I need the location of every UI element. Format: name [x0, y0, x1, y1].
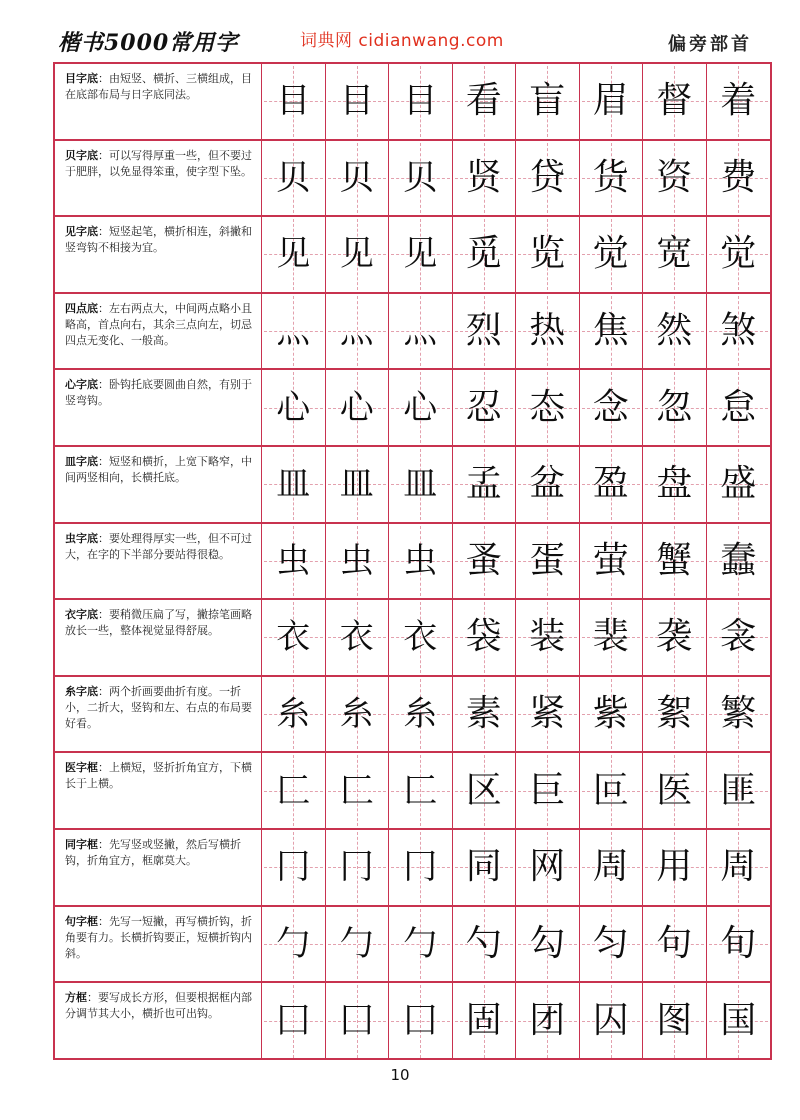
example-character-cell [707, 447, 771, 522]
radical-component-glyph: 虫 [276, 540, 311, 581]
example-character: 勺 [465, 922, 502, 964]
example-character: 袋 [465, 616, 502, 658]
example-character: 萤 [592, 539, 629, 581]
example-character: 蛋 [529, 539, 566, 581]
example-character-cell [516, 370, 580, 445]
component-practice-cell [389, 677, 453, 752]
example-character-cell [580, 294, 644, 369]
example-character-cell [580, 217, 644, 292]
example-character-cell [707, 141, 771, 216]
example-character-cell [643, 294, 707, 369]
component-practice-cell [262, 524, 326, 599]
example-character: 周 [720, 846, 757, 888]
component-practice-cell [262, 753, 326, 828]
example-character: 觉 [720, 233, 757, 275]
radical-row [55, 370, 770, 447]
example-character-cell [580, 64, 644, 139]
radical-component-glyph: 皿 [276, 464, 311, 505]
example-character: 装 [529, 616, 566, 658]
character-practice-grid [53, 62, 772, 1060]
example-character-cell [643, 677, 707, 752]
example-character: 蟹 [656, 539, 693, 581]
radical-component-glyph: 囗 [276, 1001, 311, 1042]
radical-description [55, 447, 262, 522]
page-header [0, 0, 800, 62]
example-character-cell [453, 524, 517, 599]
example-character-cell [643, 141, 707, 216]
radical-component-glyph: 皿 [339, 464, 374, 505]
example-character: 然 [656, 310, 693, 352]
radical-description [55, 217, 262, 292]
radical-component-glyph: 灬 [403, 311, 438, 352]
example-character-cell [516, 907, 580, 982]
example-character-cell [580, 677, 644, 752]
example-character: 同 [465, 846, 502, 888]
radical-description [55, 524, 262, 599]
example-character: 宽 [656, 233, 693, 275]
page-number: 10 [390, 1066, 410, 1084]
example-character-cell [580, 830, 644, 905]
example-character: 医 [656, 769, 693, 811]
example-character-cell [707, 983, 771, 1060]
radical-label: 衣字底 [65, 608, 98, 622]
radical-row [55, 600, 770, 677]
example-character-cell [453, 217, 517, 292]
example-character-cell [580, 524, 644, 599]
example-character-cell [453, 677, 517, 752]
example-character-cell [516, 217, 580, 292]
component-practice-cell [326, 64, 390, 139]
example-character: 盈 [592, 463, 629, 505]
example-character-cell [643, 907, 707, 982]
example-character: 费 [720, 156, 757, 198]
example-character-cell [516, 64, 580, 139]
example-character: 督 [656, 80, 693, 122]
example-character-cell [643, 447, 707, 522]
component-practice-cell [262, 983, 326, 1060]
component-practice-cell [389, 370, 453, 445]
example-character: 盛 [720, 463, 757, 505]
radical-explanation: ：可以写得厚重一些，但不要过于肥胖，以免显得笨重，使字型下坠。 [65, 148, 252, 178]
radical-component-glyph: 目 [276, 81, 311, 122]
component-practice-cell [389, 64, 453, 139]
component-practice-cell [326, 217, 390, 292]
example-character-cell [516, 600, 580, 675]
example-character-cell [516, 830, 580, 905]
radical-description [55, 141, 262, 216]
book-title: 楷书5000常用字 [58, 30, 239, 56]
radical-explanation: ：两个折画要曲折有度。一折小，二折大，竖钩和左、右点的布局要好看。 [65, 684, 252, 730]
radical-component-glyph: 灬 [276, 311, 311, 352]
radical-component-glyph: 贝 [276, 157, 311, 198]
example-character-cell [453, 64, 517, 139]
example-character-cell [643, 64, 707, 139]
example-character-cell [643, 217, 707, 292]
example-character-cell [707, 64, 771, 139]
example-character: 眉 [592, 80, 629, 122]
radical-description [55, 600, 262, 675]
example-character-cell [516, 677, 580, 752]
radical-label: 句字框 [65, 914, 98, 928]
component-practice-cell [326, 524, 390, 599]
example-character: 热 [529, 310, 566, 352]
example-character: 资 [656, 156, 693, 198]
example-character-cell [580, 753, 644, 828]
radical-row [55, 524, 770, 601]
example-character-cell [453, 753, 517, 828]
radical-component-glyph: 虫 [339, 540, 374, 581]
example-character-cell [516, 294, 580, 369]
example-character-cell [707, 830, 771, 905]
example-character: 烈 [465, 310, 502, 352]
component-practice-cell [262, 830, 326, 905]
example-character-cell [453, 294, 517, 369]
radical-explanation: ：卧钩托底要圆曲自然，有别于竖弯钩。 [65, 378, 252, 408]
component-practice-cell [262, 447, 326, 522]
radical-component-glyph: 冂 [276, 847, 311, 888]
example-character-cell [453, 447, 517, 522]
component-practice-cell [389, 600, 453, 675]
example-character-cell [516, 141, 580, 216]
component-practice-cell [326, 600, 390, 675]
example-character-cell [580, 141, 644, 216]
example-character: 图 [656, 1000, 693, 1042]
radical-description [55, 64, 262, 139]
radical-component-glyph: 勹 [339, 923, 374, 964]
example-character: 盘 [656, 463, 693, 505]
component-practice-cell [389, 907, 453, 982]
radical-component-glyph: 衣 [403, 617, 438, 658]
example-character-cell [707, 907, 771, 982]
example-character: 巨 [529, 769, 566, 811]
radical-label: 见字底 [65, 225, 98, 239]
radical-description [55, 294, 262, 369]
radical-explanation: ：要写成长方形，但要根据框内部分调节其大小，横折也可出钩。 [65, 991, 252, 1021]
radical-label: 虫字底 [65, 531, 98, 545]
example-character: 繁 [720, 693, 757, 735]
radical-row [55, 983, 770, 1060]
example-character: 觅 [465, 233, 502, 275]
example-character: 览 [529, 233, 566, 275]
example-character: 着 [720, 80, 757, 122]
radical-explanation: ：要处理得厚实一些，但不可过大，在字的下半部分要站得很稳。 [65, 531, 252, 561]
example-character: 网 [529, 846, 566, 888]
radical-description [55, 907, 262, 982]
radical-label: 贝字底 [65, 148, 98, 162]
radical-explanation: ：左右两点大，中间两点略小且略高，首点向右，其余三点向左，切忌四点无变化、一般高。 [65, 301, 252, 347]
example-character-cell [580, 907, 644, 982]
radical-description [55, 370, 262, 445]
radical-label: 目字底 [65, 72, 98, 85]
example-character: 固 [465, 1000, 502, 1042]
example-character-cell [516, 524, 580, 599]
component-practice-cell [262, 370, 326, 445]
example-character: 孟 [465, 463, 502, 505]
radical-explanation: ：短竖和横折，上宽下略窄，中间两竖相向，长横托底。 [65, 455, 252, 484]
radical-component-glyph: 匚 [276, 770, 311, 811]
radical-component-glyph: 糸 [276, 694, 311, 735]
example-character: 货 [592, 156, 629, 198]
radical-component-glyph: 见 [403, 234, 438, 275]
example-character-cell [707, 677, 771, 752]
radical-component-glyph: 皿 [403, 464, 438, 505]
example-character: 紧 [529, 693, 566, 735]
radical-component-glyph: 目 [403, 81, 438, 122]
radical-description [55, 677, 262, 752]
example-character-cell [580, 447, 644, 522]
component-practice-cell [326, 677, 390, 752]
radical-component-glyph: 匚 [339, 770, 374, 811]
component-practice-cell [262, 907, 326, 982]
example-character: 蠢 [720, 539, 757, 581]
example-character: 区 [465, 769, 502, 811]
example-character: 周 [592, 846, 629, 888]
example-character: 国 [720, 1000, 757, 1042]
example-character-cell [516, 753, 580, 828]
radical-description [55, 983, 262, 1060]
radical-component-glyph: 衣 [276, 617, 311, 658]
example-character-cell [516, 447, 580, 522]
example-character: 叵 [592, 769, 629, 811]
example-character-cell [580, 983, 644, 1060]
radical-component-glyph: 灬 [339, 311, 374, 352]
example-character: 蚤 [465, 539, 502, 581]
component-practice-cell [262, 64, 326, 139]
radical-row [55, 64, 770, 141]
component-practice-cell [326, 830, 390, 905]
example-character-cell [643, 830, 707, 905]
radical-component-glyph: 贝 [403, 157, 438, 198]
radical-component-glyph: 勹 [403, 923, 438, 964]
example-character: 旬 [720, 922, 757, 964]
example-character-cell [707, 217, 771, 292]
example-character: 絮 [656, 693, 693, 735]
component-practice-cell [326, 294, 390, 369]
radical-component-glyph: 糸 [403, 694, 438, 735]
radical-label: 医字框 [65, 761, 98, 775]
radical-component-glyph: 勹 [276, 923, 311, 964]
component-practice-cell [326, 447, 390, 522]
component-practice-cell [326, 983, 390, 1060]
radical-component-glyph: 见 [276, 234, 311, 275]
example-character-cell [580, 370, 644, 445]
component-practice-cell [262, 141, 326, 216]
component-practice-cell [389, 217, 453, 292]
component-practice-cell [262, 294, 326, 369]
component-practice-cell [262, 217, 326, 292]
example-character-cell [707, 294, 771, 369]
radical-component-glyph: 冂 [339, 847, 374, 888]
component-practice-cell [326, 907, 390, 982]
radical-label: 四点底 [65, 301, 98, 315]
radical-component-glyph: 囗 [403, 1001, 438, 1042]
example-character-cell [453, 600, 517, 675]
radical-explanation: ：要稍微压扁了写，撇捺笔画略放长一些，整体视觉显得舒展。 [65, 608, 252, 638]
component-practice-cell [389, 753, 453, 828]
component-practice-cell [389, 447, 453, 522]
example-character-cell [707, 370, 771, 445]
radical-explanation: ：由短竖、横折、三横组成，目在底部布局与日字底同法。 [65, 72, 252, 101]
example-character: 句 [656, 922, 693, 964]
radical-row [55, 677, 770, 754]
radical-component-glyph: 心 [403, 387, 438, 428]
example-character-cell [707, 600, 771, 675]
example-character-cell [643, 753, 707, 828]
radical-row [55, 141, 770, 218]
example-character: 用 [656, 846, 693, 888]
example-character: 忍 [465, 386, 502, 428]
example-character-cell [516, 983, 580, 1060]
radical-component-glyph: 匚 [403, 770, 438, 811]
example-character-cell [453, 983, 517, 1060]
radical-row [55, 830, 770, 907]
component-practice-cell [326, 370, 390, 445]
example-character: 贤 [465, 156, 502, 198]
radical-component-glyph: 衣 [339, 617, 374, 658]
section-title: 偏旁部首 [668, 34, 752, 55]
example-character: 囚 [592, 1000, 629, 1042]
radical-explanation: ：先写竖或竖撇，然后写横折钩，折角宜方，框廓莫大。 [65, 838, 241, 867]
radical-component-glyph: 目 [339, 81, 374, 122]
example-character: 怠 [720, 386, 757, 428]
component-practice-cell [326, 753, 390, 828]
example-character: 紫 [592, 693, 629, 735]
radical-component-glyph: 囗 [339, 1001, 374, 1042]
example-character-cell [580, 600, 644, 675]
component-practice-cell [389, 141, 453, 216]
radical-component-glyph: 心 [339, 387, 374, 428]
example-character-cell [453, 370, 517, 445]
example-character-cell [707, 753, 771, 828]
example-character-cell [643, 370, 707, 445]
component-practice-cell [262, 600, 326, 675]
component-practice-cell [389, 524, 453, 599]
example-character: 袭 [656, 616, 693, 658]
example-character-cell [643, 983, 707, 1060]
example-character: 盲 [529, 80, 566, 122]
example-character: 盆 [529, 463, 566, 505]
radical-row [55, 294, 770, 371]
example-character: 匪 [720, 769, 757, 811]
example-character-cell [643, 524, 707, 599]
radical-row [55, 753, 770, 830]
example-character: 态 [529, 386, 566, 428]
example-character: 忽 [656, 386, 693, 428]
example-character: 素 [465, 693, 502, 735]
site-watermark[interactable]: 词典网 cidianwang.com [300, 31, 504, 51]
example-character-cell [453, 830, 517, 905]
component-practice-cell [262, 677, 326, 752]
example-character: 看 [465, 80, 502, 122]
radical-explanation: ：短竖起笔，横折相连，斜撇和竖弯钩不相接为宜。 [65, 225, 252, 255]
example-character-cell [643, 600, 707, 675]
example-character-cell [453, 141, 517, 216]
example-character: 贷 [529, 156, 566, 198]
radical-label: 糸字底 [65, 684, 98, 698]
example-character: 裴 [592, 616, 629, 658]
radical-label: 方框 [65, 991, 87, 1005]
radical-explanation: ：先写一短撇，再写横折钩，折角要有力。长横折钩要正，短横折钩内斜。 [65, 914, 252, 960]
component-practice-cell [389, 983, 453, 1060]
example-character-cell [707, 524, 771, 599]
example-character: 团 [529, 1000, 566, 1042]
radical-label: 皿字底 [65, 455, 98, 468]
example-character: 煞 [720, 310, 757, 352]
example-character: 觉 [592, 233, 629, 275]
radical-component-glyph: 贝 [339, 157, 374, 198]
radical-label: 同字框 [65, 838, 98, 851]
example-character: 匀 [592, 922, 629, 964]
radical-explanation: ：上横短，竖折折角宜方，下横长于上横。 [65, 761, 252, 791]
radical-component-glyph: 见 [339, 234, 374, 275]
example-character: 衾 [720, 616, 757, 658]
radical-component-glyph: 虫 [403, 540, 438, 581]
radical-row [55, 217, 770, 294]
radical-row [55, 907, 770, 984]
radical-label: 心字底 [65, 378, 98, 392]
radical-component-glyph: 糸 [339, 694, 374, 735]
component-practice-cell [326, 141, 390, 216]
radical-component-glyph: 冂 [403, 847, 438, 888]
example-character: 焦 [592, 310, 629, 352]
example-character: 勾 [529, 922, 566, 964]
component-practice-cell [389, 830, 453, 905]
component-practice-cell [389, 294, 453, 369]
radical-row [55, 447, 770, 524]
radical-component-glyph: 心 [276, 387, 311, 428]
radical-description [55, 753, 262, 828]
example-character: 念 [592, 386, 629, 428]
radical-description [55, 830, 262, 905]
example-character-cell [453, 907, 517, 982]
